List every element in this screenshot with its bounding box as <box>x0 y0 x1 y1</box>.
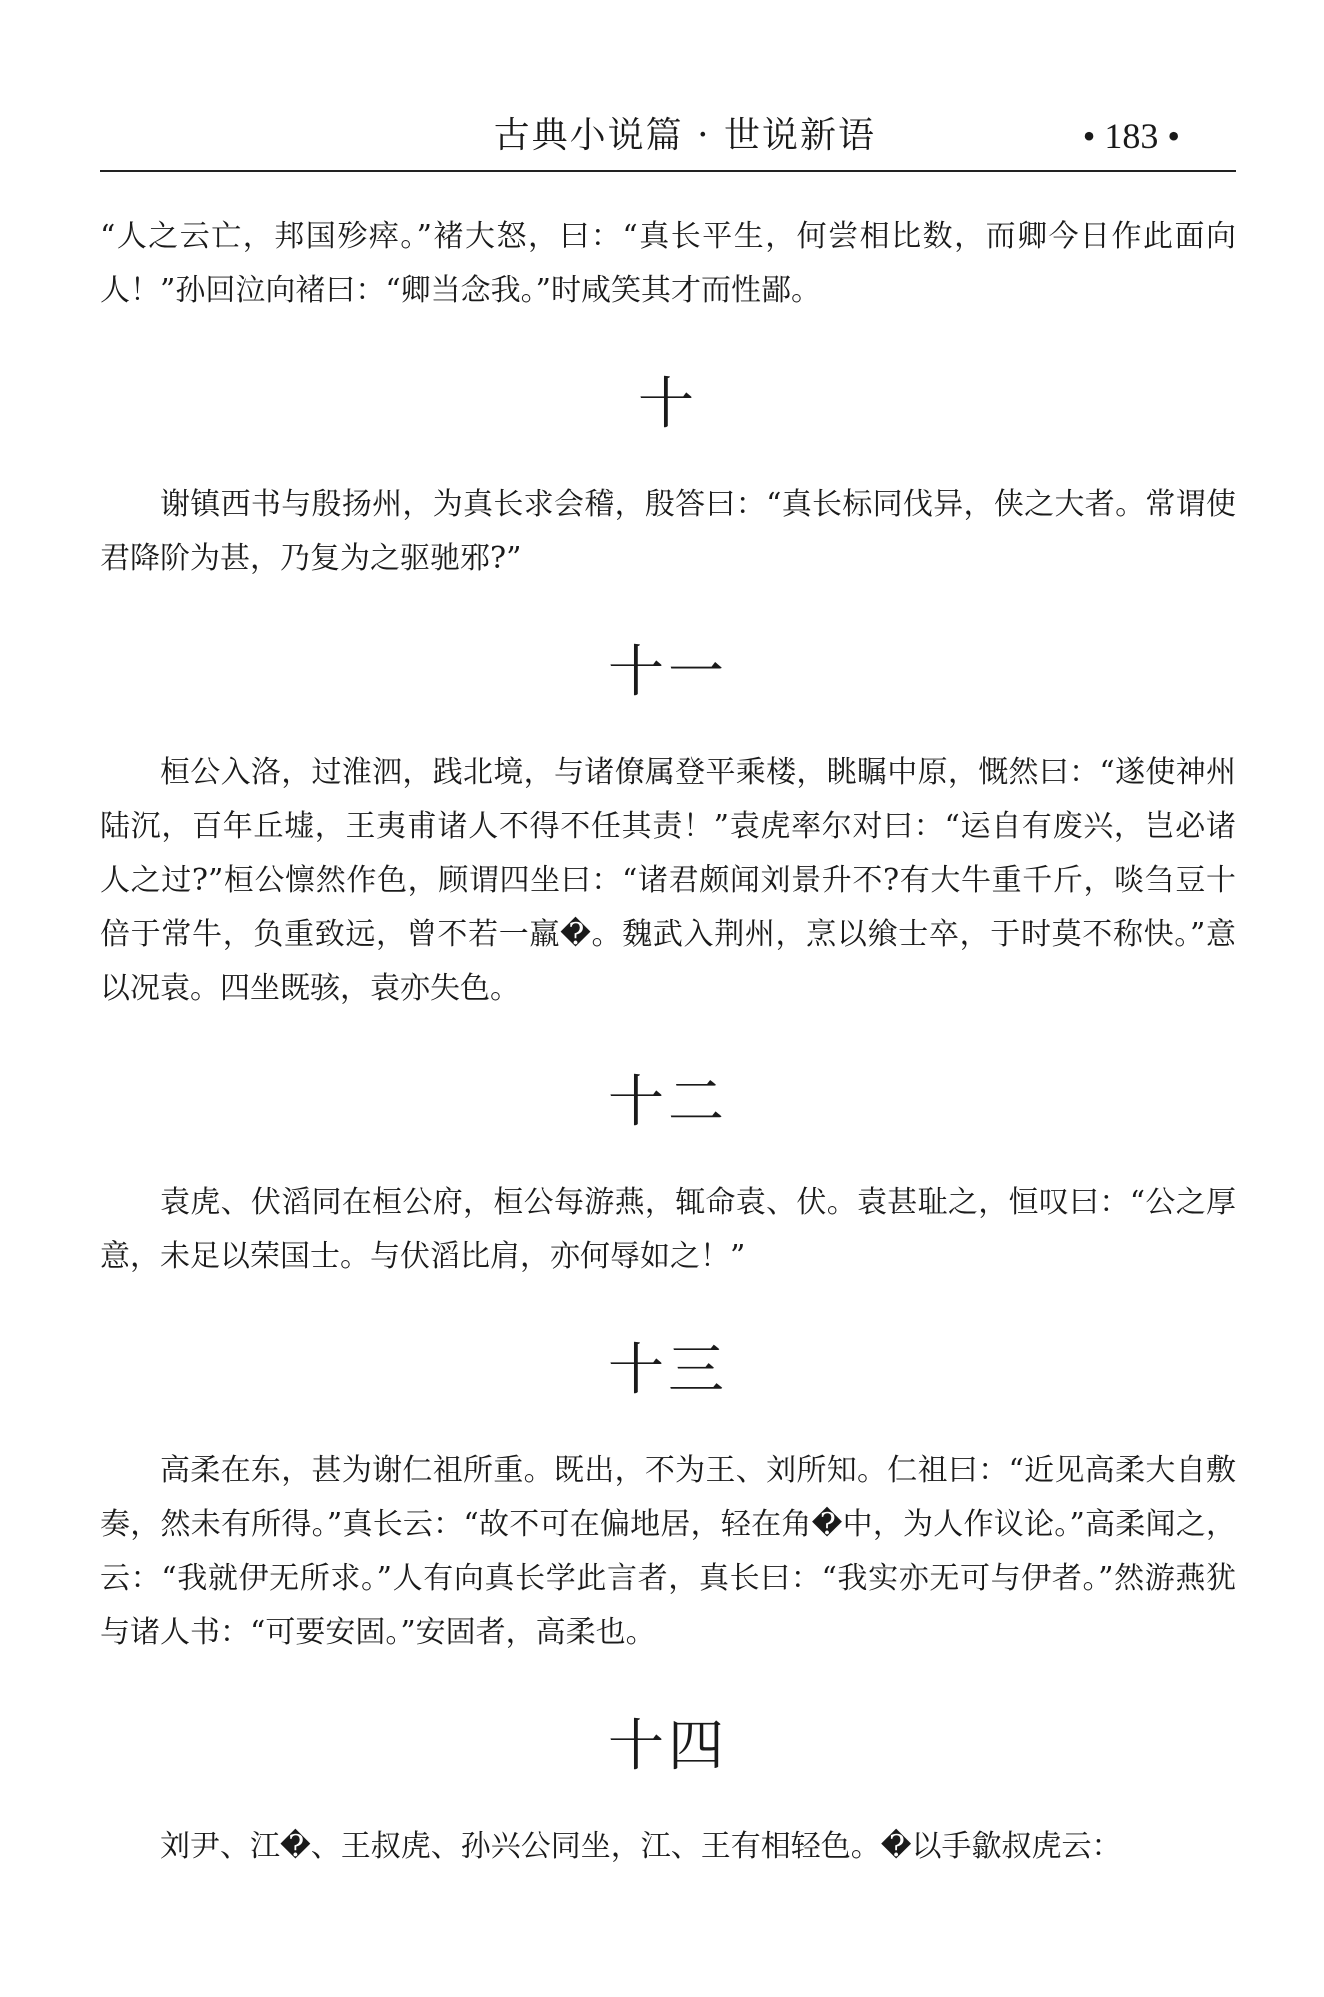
continued-paragraph: “人之云亡，邦国殄瘁。”褚大怒，曰：“真长平生，何尝相比数，而卿今日作此面向人！”孙回泣向褚曰：“卿当念我。”时咸笑其才而性鄙。 <box>100 219 1236 308</box>
section-paragraph-12: 袁虎、伏滔同在桓公府，桓公每游燕，辄命袁、伏。袁甚耻之，恒叹曰：“公之厚意，未足以荣国士。与伏滔比肩，亦何辱如之！” <box>100 1185 1236 1274</box>
header-divider <box>100 170 1236 172</box>
running-header-title: 古典小说篇 · 世说新语 <box>493 115 876 156</box>
page-number: • 183 • <box>1082 116 1180 156</box>
section-heading-11: 十一 <box>608 640 728 705</box>
running-header <box>100 106 1236 166</box>
section-paragraph-14: 刘尹、江�、王叔虎、孙兴公同坐，江、王有相轻色。�以手歙叔虎云： <box>160 1829 1122 1864</box>
section-paragraph-13: 高柔在东，甚为谢仁祖所重。既出，不为王、刘所知。仁祖曰：“近见高柔大自敷奏，然未有所得。”真长云：“故不可在偏地居，轻在角�中，为人作议论。”高柔闻之，云：“我就伊无所求。”人有向真长学此言者，真长曰：“我实亦无可与伊者。”然游燕犹与诸人书：“可要安固。”安固者，高柔也。 <box>100 1453 1236 1650</box>
section-paragraph-10: 谢镇西书与殷扬州，为真长求会稽，殷答曰：“真长标同伐异，侠之大者。常谓使君降阶为甚，乃复为之驱驰邪?” <box>100 487 1236 576</box>
section-heading-12: 十二 <box>608 1070 728 1135</box>
section-paragraph-11: 桓公入洛，过淮泗，践北境，与诸僚属登平乘楼，眺瞩中原，慨然曰：“遂使神州陆沉，百年丘墟，王夷甫诸人不得不任其责！”袁虎率尔对曰：“运自有废兴，岂必诸人之过?”桓公懔然作色，顾谓四坐曰：“诸君颇闻刘景升不?有大牛重千斤，啖刍豆十倍于常牛，负重致远，曾不若一羸�。魏武入荆州，烹以飨士卒，于时莫不称快。”意以况袁。四坐既骇，袁亦失色。 <box>100 755 1236 1006</box>
section-heading-14: 十四 <box>608 1714 728 1779</box>
section-heading-13: 十三 <box>608 1338 728 1403</box>
section-heading-10: 十 <box>638 372 698 437</box>
body-text <box>100 210 1236 1874</box>
